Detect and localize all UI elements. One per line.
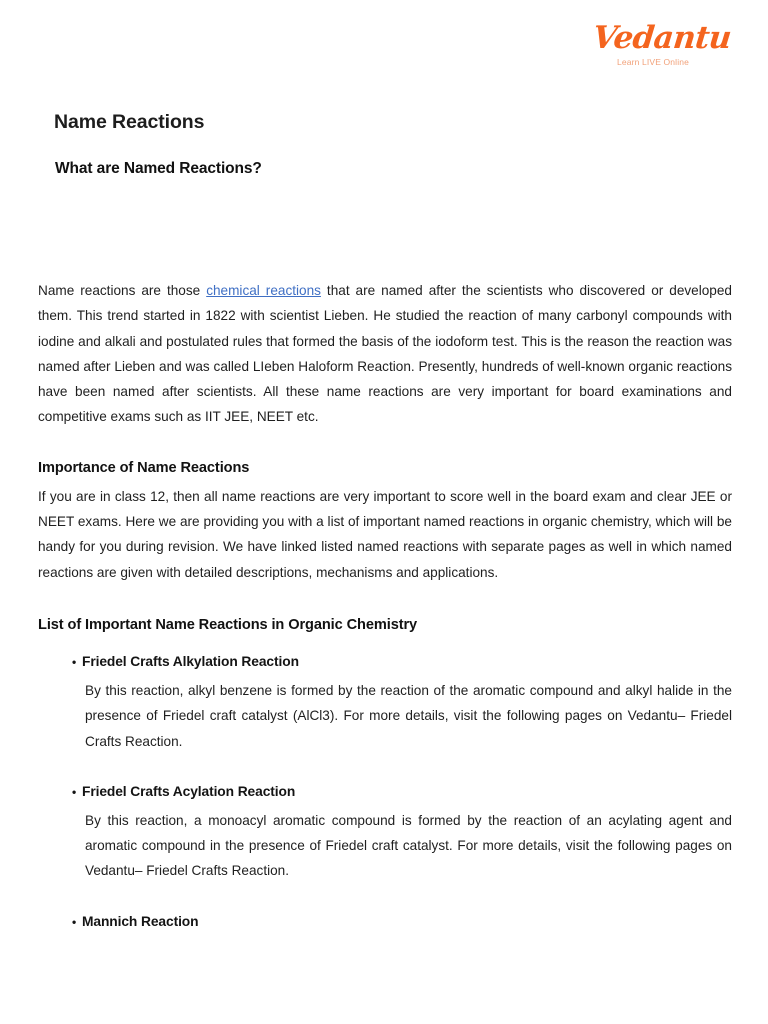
bullet-icon: • (72, 784, 77, 799)
list-item (38, 652, 732, 754)
list-item-title[interactable]: Friedel Crafts Alkylation Reaction (82, 653, 299, 669)
section-heading-importance: Importance of Name Reactions (38, 459, 250, 476)
list-item-title[interactable]: Friedel Crafts Acylation Reaction (82, 783, 296, 799)
vedantu-logo (591, 20, 733, 67)
intro-text-before-link: Name reactions are those (38, 283, 207, 298)
document-body (38, 278, 732, 932)
logo-tagline: Learn LIVE Online (616, 56, 689, 67)
intro-paragraph (38, 278, 732, 430)
list-item-heading (72, 782, 732, 802)
list-item-description: By this reaction, a monoacyl aromatic compound is formed by the reaction of an acylating agent and aromatic compound in the presence of Friedel craft catalyst. For more details, visit the following pages on Vedantu– Friedel Crafts Reaction. (85, 812, 732, 879)
section-heading-list: List of Important Name Reactions in Organic Chemistry (38, 616, 418, 633)
intro-text-after-link: that are named after the scientists who discovered or developed them. This trend started in 1822 with scientist Lieben. He studied the reaction of many carbonyl compounds with iodine and alkali and postulated rules that formed the basis of the iodoform test. This is the reason the reaction was named after Lieben and was called LIeben Haloform Reaction. Presently, hundreds of well-known organic reactions have been named after scientists. All these name reactions are very important for board examinations and competitive exams such as IIT JEE, NEET etc. (38, 283, 732, 425)
list-item (38, 912, 732, 932)
list-item-heading (72, 912, 732, 932)
logo-wordmark: Vedantu (591, 20, 733, 56)
importance-paragraph: If you are in class 12, then all name reactions are very important to score well in the board exam and clear JEE or NEET exams. Here we are providing you with a list of important named reactions in organic chemistry, which will be handy for you during revision. We have linked listed named reactions with separate pages as well in which named reactions are given with detailed descriptions, mechanisms and applications. (38, 488, 732, 580)
page-title: Name Reactions (54, 111, 205, 133)
list-item-heading (72, 652, 732, 672)
list-item-description: By this reaction, alkyl benzene is formed by the reaction of the aromatic compound and alkyl halide in the presence of Friedel craft catalyst (AlCl3). For more details, visit the following pages on Vedantu– Friedel Crafts Reaction. (85, 682, 732, 749)
bullet-icon: • (72, 914, 77, 929)
page-subtitle: What are Named Reactions? (55, 160, 262, 177)
list-item (38, 782, 732, 884)
list-item-title[interactable]: Mannich Reaction (82, 913, 199, 929)
chemical-reactions-link[interactable]: chemical reactions (206, 283, 321, 298)
bullet-icon: • (72, 654, 77, 669)
